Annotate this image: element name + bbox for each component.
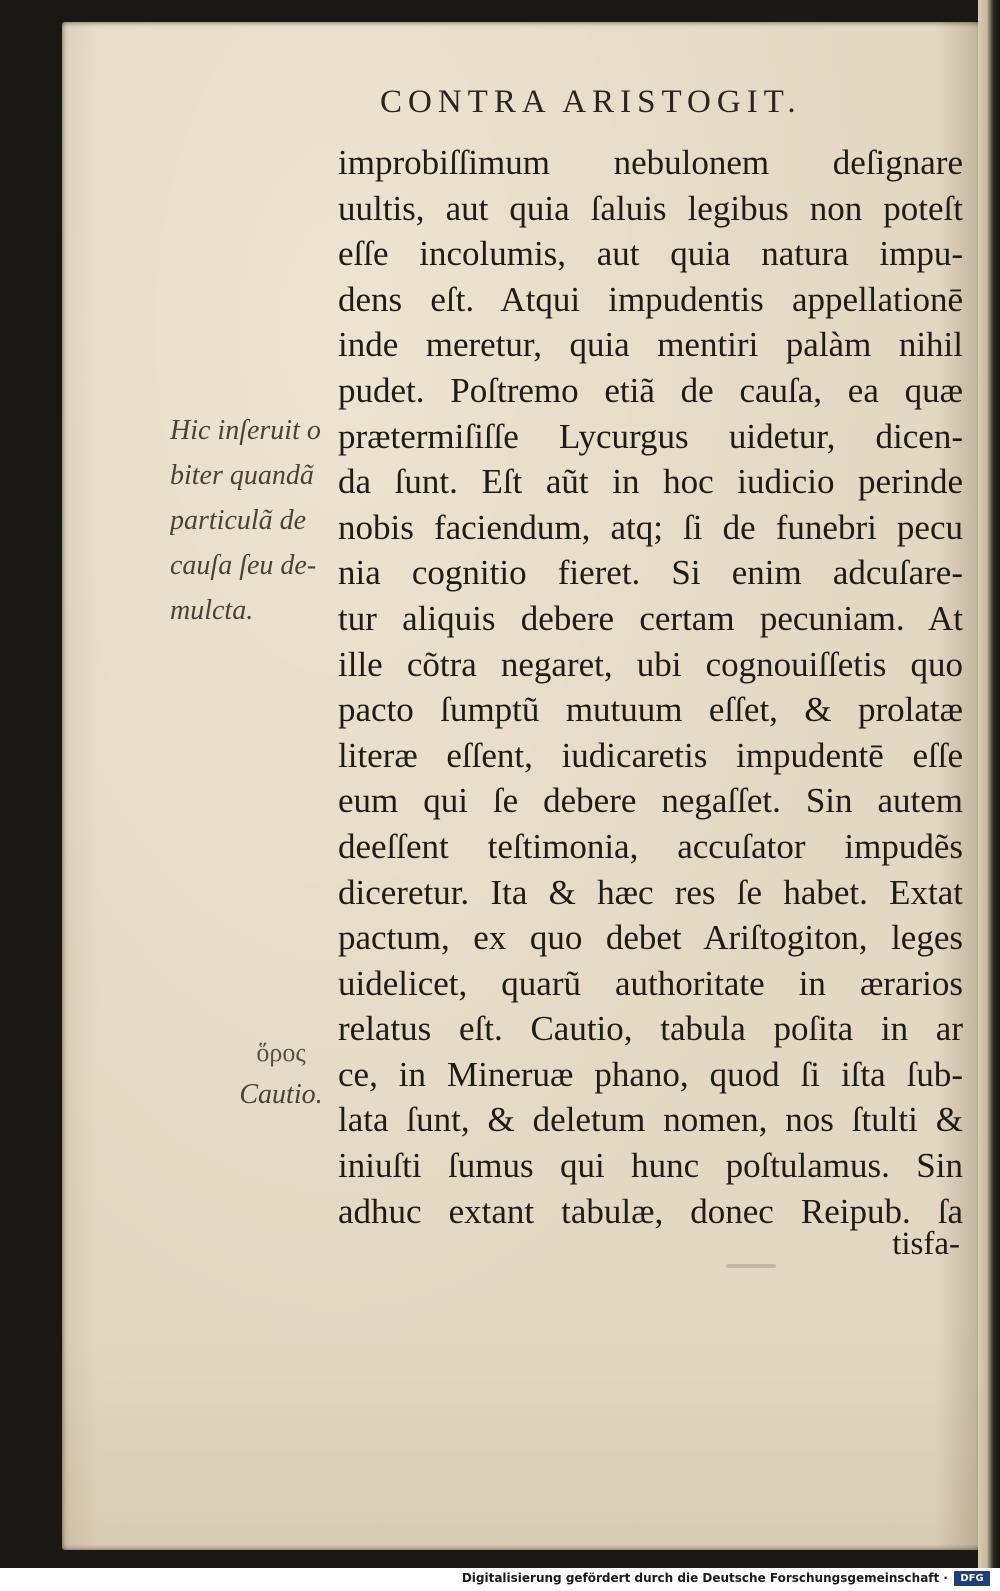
text-line: pactum, ex quo debet Ariſtogiton, leges: [338, 918, 963, 958]
latin-gloss: Cautio.: [239, 1079, 323, 1110]
catchword: tisfa‐: [892, 1226, 960, 1262]
text-line: relatus eſt. Cautio, tabula poſita in ar: [338, 1009, 963, 1049]
text-line: lata ſunt, & deletum nomen, nos ſtulti &: [338, 1100, 963, 1140]
marginal-note-line: Hic inſeruit o: [170, 415, 321, 446]
greek-gloss: ὅρος: [256, 1038, 306, 1067]
text-line: nia cognitio fieret. Si enim adcuſare‐: [338, 553, 963, 593]
marginal-note-line: particulã de: [170, 505, 307, 536]
text-line: da ſunt. Eſt aũt in hoc iudicio perinde: [338, 462, 963, 502]
text-line: literæ eſſent, iudicaretis impudentē eſſe: [338, 735, 963, 775]
text-line: adhuc extant tabulæ, donec Reipub. ſa: [338, 1191, 963, 1231]
marginal-note: [170, 408, 340, 633]
text-line: prætermiſiſſe Lycurgus uidetur, dicen‐: [338, 416, 963, 456]
text-line: dens eſt. Atqui impudentis appellationē: [338, 279, 963, 319]
text-line: tur aliquis debere certam pecuniam. At: [338, 598, 963, 638]
footer-bar: [0, 1568, 1000, 1591]
text-line: iniuſti ſumus qui hunc poſtulamus. Sin: [338, 1146, 963, 1186]
text-line: ce, in Mineruæ phano, quod ſi iſta ſub‐: [338, 1054, 963, 1094]
marginal-note-line: cauſa ſeu de‐: [170, 550, 317, 581]
text-line: deeſſent teſtimonia, accuſator impudẽs: [338, 826, 963, 866]
marginal-gloss: [226, 1034, 336, 1117]
text-line: eum qui ſe debere negaſſet. Sin autem: [338, 781, 963, 821]
text-line: uultis, aut quia ſaluis legibus non poteſt: [338, 188, 963, 228]
text-line: improbiſſimum nebulonem deſignare: [338, 143, 963, 182]
main-text-block: [338, 140, 963, 1234]
text-line: uidelicet, quarũ authoritate in ærarios: [338, 963, 963, 1003]
text-line: pudet. Poſtremo etiã de cauſa, ea quæ: [338, 370, 963, 410]
text-line: ille cõtra negaret, ubi cognouiſſetis quo: [338, 644, 963, 684]
text-line: pacto ſumptũ mutuum eſſet, & prolatæ: [338, 690, 963, 730]
digitization-credit: Digitalisierung gefördert durch die Deutsche Forschungsgemeinschaft ·: [461, 1571, 948, 1585]
text-line: nobis faciendum, atq; ſi de funebri pecu: [338, 507, 963, 547]
ink-mark: [726, 1264, 776, 1268]
page-edge: [978, 0, 1000, 1568]
dfg-logo-icon: DFG: [954, 1571, 990, 1586]
marginal-note-line: mulcta.: [170, 595, 254, 626]
text-line: diceretur. Ita & hæc res ſe habet. Extat: [338, 872, 963, 912]
text-line: eſſe incolumis, aut quia natura impu‐: [338, 234, 963, 274]
text-line: inde meretur, quia mentiri palàm nihil: [338, 325, 963, 365]
marginal-note-line: biter quandã: [170, 460, 314, 491]
running-head: CONTRA ARISTOGIT.: [380, 84, 802, 120]
